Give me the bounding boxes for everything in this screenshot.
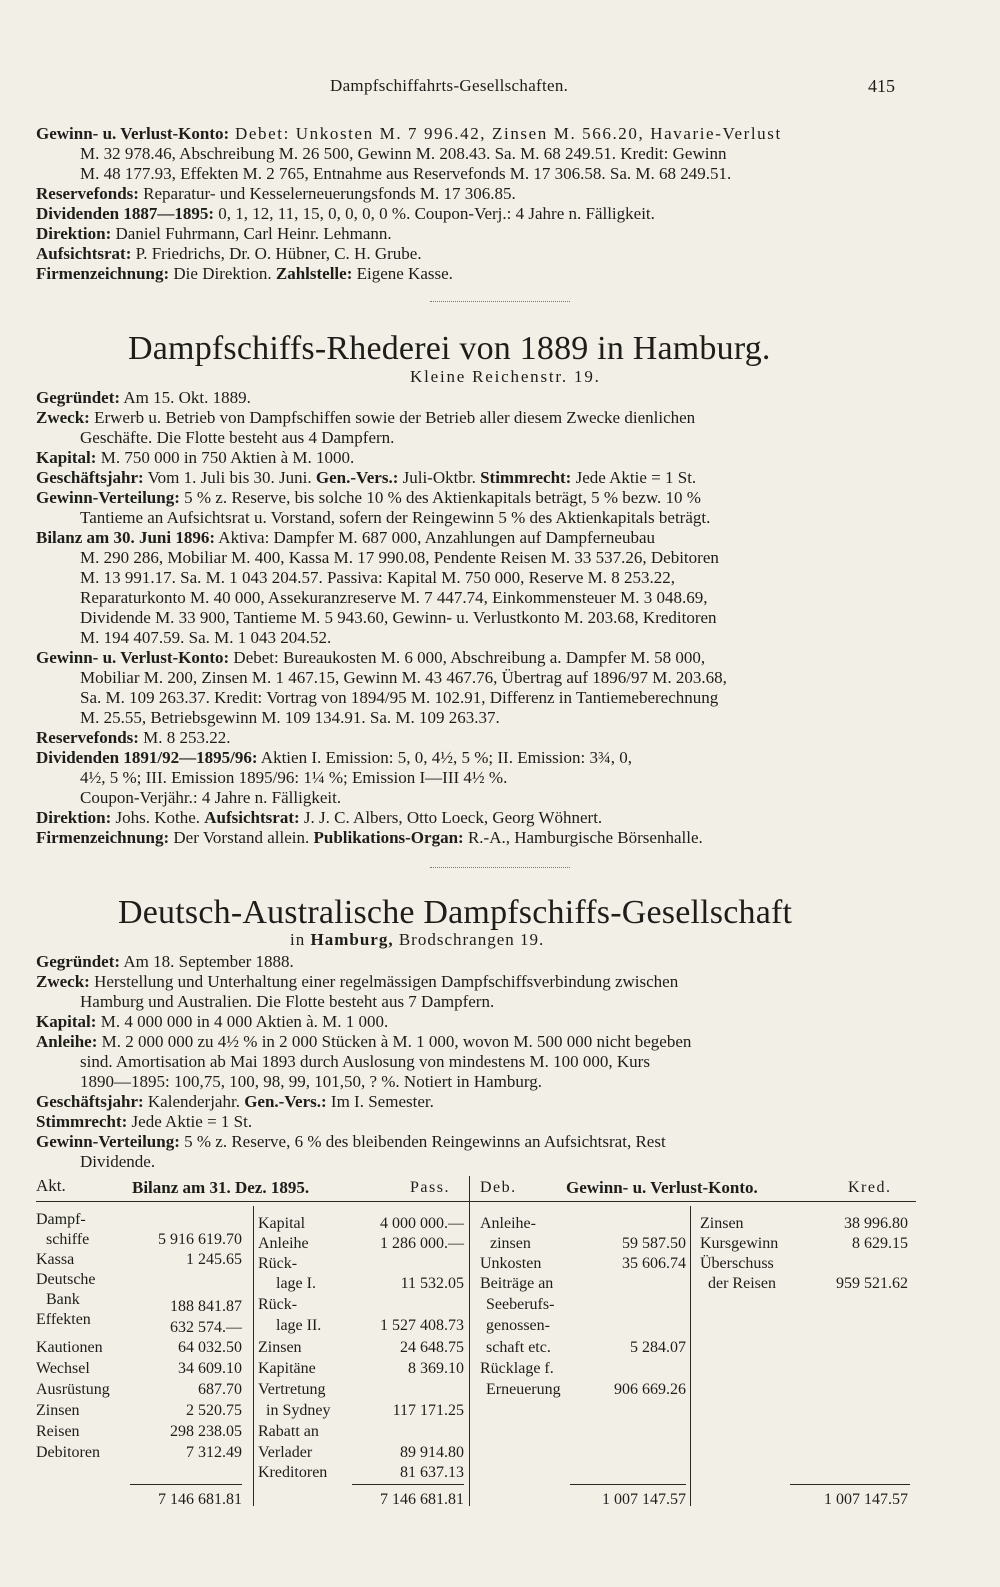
debit-name-cont: genossen-: [486, 1317, 550, 1334]
debit-name-cont: schaft etc.: [486, 1339, 551, 1356]
liability-value: 89 914.80: [400, 1444, 464, 1461]
total-rule: [790, 1484, 910, 1485]
asset-name: Effekten: [36, 1311, 91, 1328]
company-title: Deutsch-Australische Dampfschiffs-Gesellschaft: [118, 894, 793, 931]
text-line: 1890—1895: 100,75, 100, 98, 99, 101,50, ? %. Notiert in Hamburg.: [80, 1072, 542, 1091]
asset-value: 5 916 619.70: [158, 1231, 242, 1248]
liability-total: 7 146 681.81: [380, 1491, 464, 1508]
bilanz-title: Bilanz am 31. Dez. 1895.: [132, 1178, 310, 1197]
asset-value: 2 520.75: [186, 1402, 242, 1419]
asset-name: Ausrüstung: [36, 1381, 110, 1398]
text-line: M. 32 978.46, Abschreibung M. 26 500, Gewinn M. 208.43. Sa. M. 68 249.51. Kredit: Gewinn: [80, 144, 727, 163]
debit-value: 5 284.07: [630, 1339, 686, 1356]
liability-value: 1 286 000.—: [380, 1235, 464, 1252]
text-line: Gegründet: Am 15. Okt. 1889.: [36, 388, 251, 407]
liability-name: Vertretung: [258, 1381, 326, 1398]
liability-value: 1 527 408.73: [380, 1317, 464, 1334]
debit-total: 1 007 147.57: [602, 1491, 686, 1508]
credit-name-cont: der Reisen: [708, 1275, 776, 1292]
liability-value: 24 648.75: [400, 1339, 464, 1356]
table-header-rule: [36, 1201, 916, 1202]
bilanz-center-rule: [253, 1206, 254, 1506]
text-line: Hamburg und Australien. Die Flotte besteht aus 7 Dampfern.: [80, 992, 495, 1011]
asset-name: Wechsel: [36, 1360, 90, 1377]
debit-value: 35 606.74: [622, 1255, 686, 1272]
guv-deb-label: Deb.: [480, 1179, 517, 1196]
debit-name: Anleihe-: [480, 1215, 536, 1232]
text-line: Reparaturkonto M. 40 000, Assekuranzreserve M. 7 447.74, Einkommensteuer M. 3 048.69,: [80, 588, 708, 607]
asset-name: Kassa: [36, 1251, 75, 1268]
asset-name-cont: schiffe: [46, 1231, 90, 1248]
text-line: Kapital: M. 4 000 000 in 4 000 Aktien à. M. 1 000.: [36, 1012, 389, 1031]
liability-value: 81 637.13: [400, 1464, 464, 1481]
guv-center-rule: [690, 1206, 691, 1506]
asset-name: Zinsen: [36, 1402, 80, 1419]
total-rule: [570, 1484, 686, 1485]
text-line: Geschäftsjahr: Kalenderjahr. Gen.-Vers.: Im I. Semester.: [36, 1092, 434, 1111]
text-line: M. 290 286, Mobiliar M. 400, Kassa M. 17 990.08, Pendente Reisen M. 33 537.26, Debitoren: [80, 548, 719, 567]
credit-name: Überschuss: [700, 1255, 774, 1272]
text-line: Firmenzeichnung: Der Vorstand allein. Publikations-Organ: R.-A., Hamburgische Börsenhalle.: [36, 828, 703, 847]
asset-total: 7 146 681.81: [158, 1491, 242, 1508]
text-line: M. 48 177.93, Effekten M. 2 765, Entnahme aus Reservefonds M. 17 306.58. Sa. M. 68 249.51.: [80, 164, 732, 183]
debit-value: 906 669.26: [614, 1381, 686, 1398]
liability-name: Rück-: [258, 1255, 298, 1272]
text-line: M. 25.55, Betriebsgewinn M. 109 134.91. Sa. M. 109 263.37.: [80, 708, 500, 727]
text-line: Geschäfte. Die Flotte besteht aus 4 Dampfern.: [80, 428, 395, 447]
asset-name: Dampf-: [36, 1211, 86, 1228]
debit-name: Rücklage f.: [480, 1360, 554, 1377]
company-address: Kleine Reichenstr. 19.: [410, 367, 601, 386]
text-line: Dividenden 1891/92—1895/96: Aktien I. Emission: 5, 0, 4½, 5 %; II. Emission: 3¾, 0,: [36, 748, 632, 767]
text-line: Anleihe: M. 2 000 000 zu 4½ % in 2 000 Stücken à M. 1 000, wovon M. 500 000 nicht begeben: [36, 1032, 692, 1051]
company-title: Dampfschiffs-Rhederei von 1889 in Hamburg.: [128, 330, 771, 367]
text-line: Gewinn-Verteilung: 5 % z. Reserve, 6 % des bleibenden Reingewinns an Aufsichtsrat, Rest: [36, 1132, 666, 1151]
text-line: Gegründet: Am 18. September 1888.: [36, 952, 294, 971]
text-line: Tantieme an Aufsichtsrat u. Vorstand, sofern der Reingewinn 5 % des Aktienkapitals beträgt.: [80, 508, 711, 527]
asset-value: 632 574.—: [170, 1319, 242, 1336]
liability-value: 8 369.10: [408, 1360, 464, 1377]
liability-name: Zinsen: [258, 1339, 302, 1356]
text-line: 4½, 5 %; III. Emission 1895/96: 1¼ %; Emission I—III 4½ %.: [80, 768, 508, 787]
liability-name: Kapitäne: [258, 1360, 316, 1377]
text-line: Direktion: Johs. Kothe. Aufsichtsrat: J. J. C. Albers, Otto Loeck, Georg Wöhnert.: [36, 808, 603, 827]
credit-value: 8 629.15: [852, 1235, 908, 1252]
debit-name-cont: Erneuerung: [486, 1381, 561, 1398]
liability-value: 117 171.25: [392, 1402, 464, 1419]
text-line: Firmenzeichnung: Die Direktion. Zahlstelle: Eigene Kasse.: [36, 264, 453, 283]
liability-name: Kreditoren: [258, 1464, 328, 1481]
text-line: Aufsichtsrat: P. Friedrichs, Dr. O. Hübner, C. H. Grube.: [36, 244, 422, 263]
bilanz-pass-label: Pass.: [410, 1179, 450, 1196]
text-line: Dividenden 1887—1895: 0, 1, 12, 11, 15, 0, 0, 0, 0 %. Coupon-Verj.: 4 Jahre n. Fälligkeit.: [36, 204, 655, 223]
liability-name-cont: lage II.: [276, 1317, 322, 1334]
asset-name-cont: Bank: [46, 1291, 80, 1308]
credit-value: 38 996.80: [844, 1215, 908, 1232]
bilanz-akt-label: Akt.: [36, 1176, 66, 1195]
liability-name: Kapital: [258, 1215, 306, 1232]
text-line: M. 194 407.59. Sa. M. 1 043 204.52.: [80, 628, 332, 647]
text-line: Gewinn- u. Verlust-Konto: Debet: Bureaukosten M. 6 000, Abschreibung a. Dampfer M. 58 000,: [36, 648, 706, 667]
text-line: Dividende M. 33 900, Tantieme M. 5 943.60, Gewinn- u. Verlustkonto M. 203.68, Kreditoren: [80, 608, 717, 627]
asset-value: 7 312.49: [186, 1444, 242, 1461]
asset-name: Reisen: [36, 1423, 80, 1440]
total-rule: [352, 1484, 464, 1485]
asset-name: Kautionen: [36, 1339, 103, 1356]
asset-value: 34 609.10: [178, 1360, 242, 1377]
asset-name: Deutsche: [36, 1271, 96, 1288]
text-line: Zweck: Herstellung und Unterhaltung einer regelmässigen Dampfschiffsverbindung zwischen: [36, 972, 679, 991]
total-rule: [130, 1484, 242, 1485]
text-line: Sa. M. 109 263.37. Kredit: Vortrag von 1894/95 M. 102.91, Differenz in Tantiemeberechnung: [80, 688, 719, 707]
text-line: Reservefonds: M. 8 253.22.: [36, 728, 231, 747]
debit-name-cont: Seeberufs-: [486, 1296, 555, 1313]
text-line: Geschäftsjahr: Vom 1. Juli bis 30. Juni. Gen.-Vers.: Juli-Oktbr. Stimmrecht: Jede Aktie = 1 St.: [36, 468, 697, 487]
liability-name-cont: in Sydney: [266, 1402, 331, 1419]
liability-value: 4 000 000.—: [380, 1215, 464, 1232]
debit-name-cont: zinsen: [490, 1235, 531, 1252]
text-line: sind. Amortisation ab Mai 1893 durch Auslosung von mindestens M. 100 000, Kurs: [80, 1052, 650, 1071]
guv-title: Gewinn- u. Verlust-Konto.: [566, 1178, 758, 1197]
debit-name: Beiträge an: [480, 1275, 554, 1292]
debit-name: Unkosten: [480, 1255, 542, 1272]
running-header: Dampfschiffahrts-Gesellschaften.: [330, 76, 569, 95]
text-line: M. 13 991.17. Sa. M. 1 043 204.57. Passiva: Kapital M. 750 000, Reserve M. 8 253.22,: [80, 568, 675, 587]
text-line: Reservefonds: Reparatur- und Kesselerneuerungsfonds M. 17 306.85.: [36, 184, 516, 203]
guv-kred-label: Kred.: [848, 1179, 892, 1196]
asset-value: 298 238.05: [170, 1423, 242, 1440]
text-line: Direktion: Daniel Fuhrmann, Carl Heinr. Lehmann.: [36, 224, 392, 243]
credit-total: 1 007 147.57: [824, 1491, 908, 1508]
asset-value: 1 245.65: [186, 1251, 242, 1268]
company-address: in Hamburg, Brodschrangen 19.: [290, 930, 545, 949]
debit-value: 59 587.50: [622, 1235, 686, 1252]
liability-name-cont: Verlader: [258, 1444, 313, 1461]
text-line: Zweck: Erwerb u. Betrieb von Dampfschiffen sowie der Betrieb aller diesem Zwecke dienlichen: [36, 408, 696, 427]
text-line: Stimmrecht: Jede Aktie = 1 St.: [36, 1112, 253, 1131]
text-line: Dividende.: [80, 1152, 156, 1171]
text-line: Bilanz am 30. Juni 1896: Aktiva: Dampfer M. 687 000, Anzahlungen auf Dampferneubau: [36, 528, 655, 547]
tables-divider-rule: [469, 1176, 470, 1506]
credit-value: 959 521.62: [836, 1275, 908, 1292]
asset-value: 687.70: [198, 1381, 242, 1398]
text-line: Kapital: M. 750 000 in 750 Aktien à M. 1000.: [36, 448, 355, 467]
asset-value: 64 032.50: [178, 1339, 242, 1356]
liability-name: Rabatt an: [258, 1423, 319, 1440]
text-line: Mobiliar M. 200, Zinsen M. 1 467.15, Gewinn M. 43 467.76, Übertrag auf 1896/97 M. 203.68,: [80, 668, 727, 687]
liability-name-cont: lage I.: [276, 1275, 316, 1292]
text-line: Gewinn-Verteilung: 5 % z. Reserve, bis solche 10 % des Aktienkapitals beträgt, 5 % bezw. 10 %: [36, 488, 701, 507]
credit-name: Kursgewinn: [700, 1235, 779, 1252]
text-line: Coupon-Verjähr.: 4 Jahre n. Fälligkeit.: [80, 788, 342, 807]
asset-name: Debitoren: [36, 1444, 100, 1461]
page-number: 415: [868, 76, 895, 96]
credit-name: Zinsen: [700, 1215, 744, 1232]
liability-name: Rück-: [258, 1296, 298, 1313]
text-line: Gewinn- u. Verlust-Konto: Debet: Unkosten M. 7 996.42, Zinsen M. 566.20, Havarie-Verlust: [36, 124, 782, 143]
asset-value: 188 841.87: [170, 1298, 242, 1315]
liability-value: 11 532.05: [400, 1275, 464, 1292]
liability-name: Anleihe: [258, 1235, 309, 1252]
